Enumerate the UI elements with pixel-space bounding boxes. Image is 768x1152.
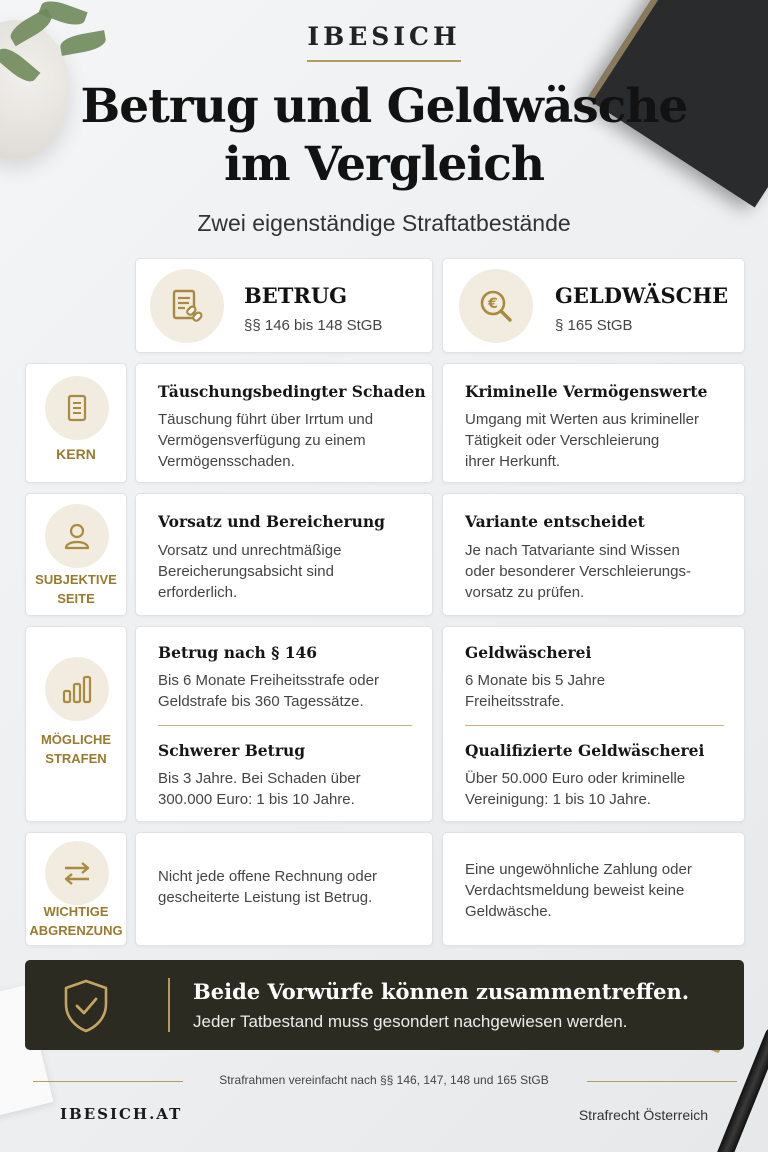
cell-text-line: Bereicherungsabsicht sind <box>158 563 334 580</box>
cell-text <box>465 540 732 603</box>
footer-tagline: Strafrecht Österreich <box>578 1107 708 1123</box>
cell-title: Täuschungsbedingter Schaden <box>158 382 426 401</box>
page-title <box>0 78 768 194</box>
cell-text-line: ihrer Herkunft. <box>465 453 561 470</box>
cell-text-line: Täuschung führt über Irrtum und <box>158 411 374 428</box>
cell-title: Schwerer Betrug <box>158 741 306 760</box>
cell-subjektiv-geldwaesche <box>442 493 745 616</box>
svg-text:€: € <box>488 296 498 312</box>
summary-banner <box>25 960 744 1050</box>
cell-title: Vorsatz und Bereicherung <box>158 512 385 531</box>
row-label-wichtige-abgrenzung <box>25 832 127 946</box>
cell-text-line: Vermögensschaden. <box>158 453 295 470</box>
footer-brand: IBESICH.AT <box>60 1105 183 1123</box>
cell-strafen-geldwaesche <box>442 626 745 822</box>
row-label-text <box>26 902 126 940</box>
cell-abgrenzung-geldwaesche <box>442 832 745 946</box>
shield-check-icon <box>61 978 111 1039</box>
cell-kern-geldwaesche <box>442 363 745 483</box>
document-icon <box>45 376 109 440</box>
cell-text-line: erforderlich. <box>158 584 238 601</box>
title-line-1: Betrug und Geldwäsche <box>80 79 688 134</box>
brand-logo: IBESICH <box>307 22 461 51</box>
cell-title: Variante entscheidet <box>465 512 645 531</box>
column-title-betrug: BETRUG <box>244 283 348 308</box>
cell-text-line: Bis 6 Monate Freiheitsstrafe oder <box>158 672 379 689</box>
cell-text <box>158 670 420 712</box>
cell-subjektiv-betrug <box>135 493 433 616</box>
cell-text-line: Vermögensverfügung zu einem <box>158 432 366 449</box>
row-label-line: MÖGLICHE <box>40 732 112 747</box>
cell-text-line: Tätigkeit oder Verschleierung <box>465 432 660 449</box>
cell-text-line: Umgang mit Werten aus krimineller <box>465 411 699 428</box>
cell-text-line: Nicht jede offene Rechnung oder <box>158 868 378 885</box>
row-label-line: ABGRENZUNG <box>29 923 123 938</box>
cell-title: Geldwäscherei <box>465 643 592 662</box>
banner-title: Beide Vorwürfe können zusammentreffen. <box>193 979 690 1004</box>
cell-text <box>465 670 732 712</box>
cell-text-line: 6 Monate bis 5 Jahre <box>465 672 606 689</box>
euro-magnifier-icon <box>459 269 533 343</box>
cell-text-line: Bis 3 Jahre. Bei Schaden über <box>158 770 361 787</box>
person-icon <box>45 504 109 568</box>
cell-text-line: Verdachtsmeldung beweist keine <box>465 882 685 899</box>
column-title-geldwaesche: GELDWÄSCHE <box>555 283 729 308</box>
cell-text <box>158 409 420 472</box>
row-label-moegliche-strafen <box>25 626 127 822</box>
banner-text: Jeder Tatbestand muss gesondert nachgewiesen werden. <box>193 1012 628 1031</box>
cell-text <box>158 768 420 810</box>
row-label-kern <box>25 363 127 483</box>
bar-chart-icon <box>45 657 109 721</box>
row-label-line: WICHTIGE <box>43 904 109 919</box>
row-label-text <box>26 570 126 608</box>
swap-arrows-icon <box>45 841 109 905</box>
row-label-line: SUBJEKTIVE <box>35 572 117 587</box>
cell-text <box>465 768 732 810</box>
cell-text-line: Über 50.000 Euro oder kriminelle <box>465 770 686 787</box>
column-subtitle-betrug: §§ 146 bis 148 StGB <box>244 317 383 334</box>
column-header-betrug <box>135 258 433 353</box>
title-line-2: im Vergleich <box>223 137 545 192</box>
page-subtitle: Zwei eigenständige Straftatbestände <box>197 210 571 236</box>
cell-title: Betrug nach § 146 <box>158 643 318 662</box>
cell-text <box>465 409 732 472</box>
cell-divider <box>465 725 724 726</box>
cell-text-line: Eine ungewöhnliche Zahlung oder <box>465 861 692 878</box>
cell-text-line: oder besonderer Verschleierungs- <box>465 563 691 580</box>
cell-text <box>465 859 732 922</box>
row-label-text: KERN <box>56 446 96 462</box>
cell-text-line: Freiheitsstrafe. <box>465 693 565 710</box>
cell-text-line: Vereinigung: 1 bis 10 Jahre. <box>465 791 651 808</box>
cell-text <box>158 540 420 603</box>
column-header-geldwaesche <box>442 258 745 353</box>
cell-strafen-betrug <box>135 626 433 822</box>
brand-divider <box>307 60 461 62</box>
row-label-line: SEITE <box>57 591 95 606</box>
cell-text <box>158 866 420 908</box>
cell-text-line: Vorsatz und unrechtmäßige <box>158 542 342 559</box>
cell-text-line: 300.000 Euro: 1 bis 10 Jahre. <box>158 791 355 808</box>
cell-text-line: Geldwäsche. <box>465 903 552 920</box>
cell-kern-betrug <box>135 363 433 483</box>
cell-title: Qualifizierte Geldwäscherei <box>465 741 705 760</box>
row-label-subjektive-seite <box>25 493 127 616</box>
document-chain-icon <box>150 269 224 343</box>
cell-text-line: Je nach Tatvariante sind Wissen <box>465 542 680 559</box>
banner-divider <box>168 978 170 1032</box>
column-subtitle-geldwaesche: § 165 StGB <box>555 317 633 334</box>
row-label-text <box>26 730 126 768</box>
row-label-line: STRAFEN <box>45 751 107 766</box>
footer-note: Strafrahmen vereinfacht nach §§ 146, 147, 148 und 165 StGB <box>219 1073 549 1087</box>
cell-text-line: gescheiterte Leistung ist Betrug. <box>158 889 373 906</box>
cell-divider <box>158 725 412 726</box>
cell-title: Kriminelle Vermögenswerte <box>465 382 708 401</box>
cell-abgrenzung-betrug <box>135 832 433 946</box>
cell-text-line: vorsatz zu prüfen. <box>465 584 585 601</box>
cell-text-line: Geldstrafe bis 360 Tagessätze. <box>158 693 364 710</box>
